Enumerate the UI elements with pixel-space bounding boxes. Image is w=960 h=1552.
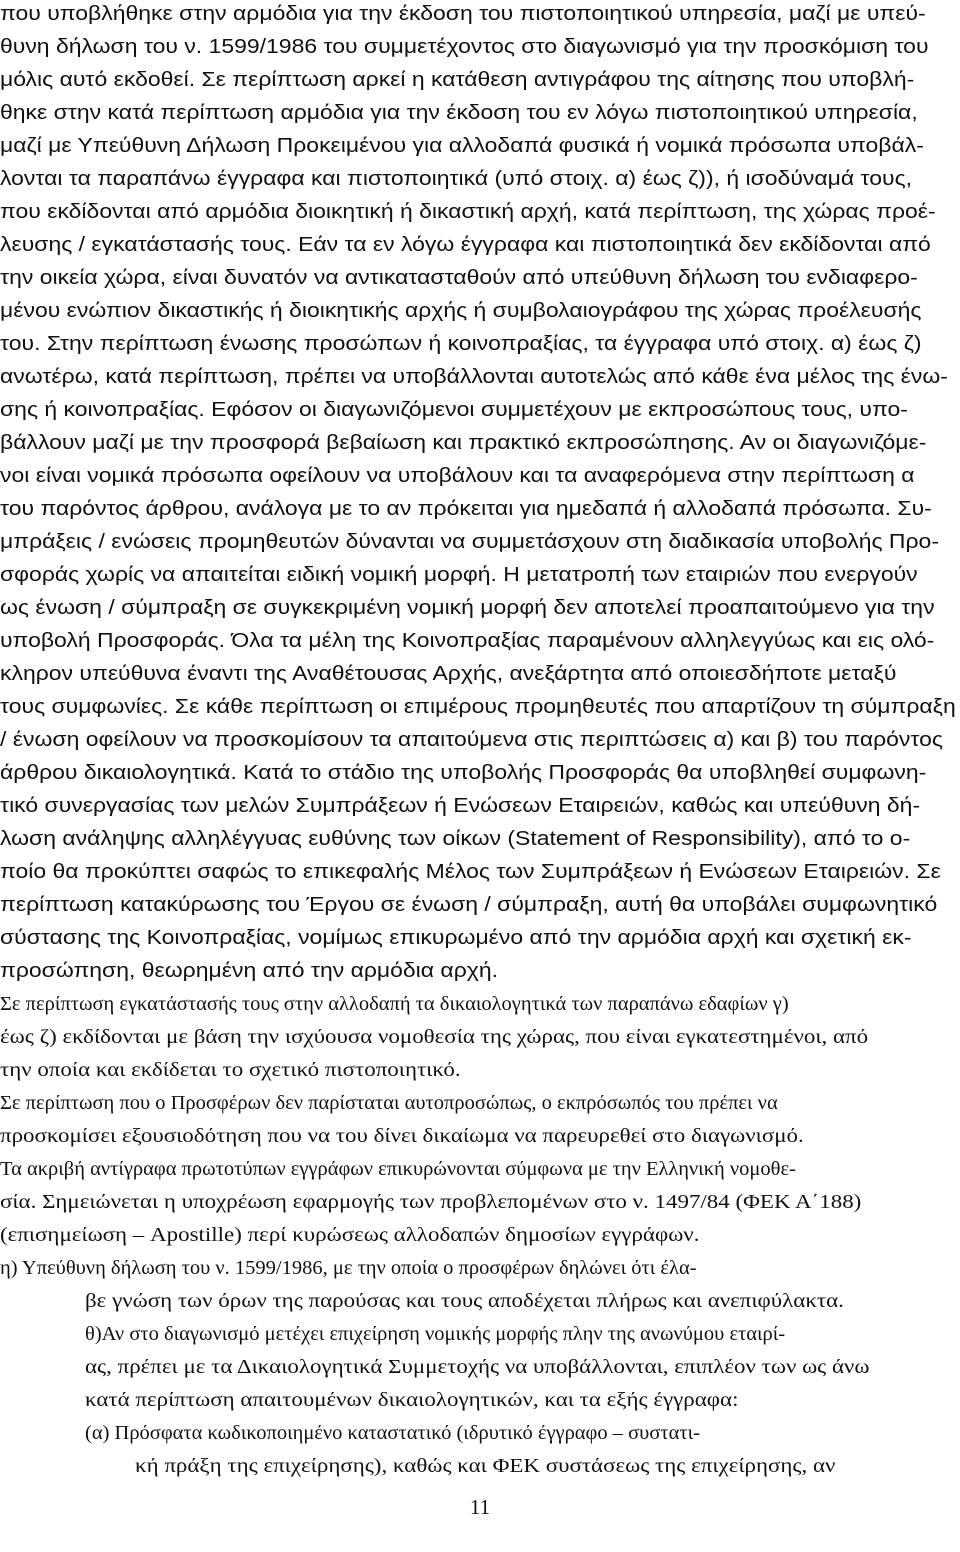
text-line [0, 526, 960, 558]
text-line [0, 1153, 960, 1185]
text-line [0, 1021, 960, 1053]
text-line-content: άρθρου δικαιολογητικά. Κατά το στάδιο της υποβολής Προσφοράς θα υποβληθεί συμφωνη- [0, 761, 927, 784]
text-line [0, 1120, 960, 1152]
text-line [0, 394, 960, 426]
text-line [0, 0, 960, 30]
text-line [0, 922, 960, 954]
text-line [0, 328, 960, 360]
text-line [0, 361, 960, 393]
text-line [0, 1252, 960, 1284]
text-line [0, 262, 960, 294]
text-line [0, 625, 960, 657]
text-line-content: ως ένωση / σύμπραξη σε συγκεκριμένη νομική μορφή δεν αποτελεί προαπαιτούμενο για την [0, 596, 935, 619]
text-line [0, 427, 960, 459]
text-line [0, 691, 960, 723]
text-line-content: θ)Αν στο διαγωνισμό μετέχει επιχείρηση νομικής μορφής πλην της ανωνύμου εταιρί- [85, 1323, 786, 1345]
text-line-content: σύστασης της Κοινοπραξίας, νομίμως επικυρωμένο από την αρμόδια αρχή και σχετική εκ- [0, 926, 912, 949]
text-line-content: κατά περίπτωση απαιτουμένων δικαιολογητικών, και τα εξής έγγραφα: [85, 1389, 739, 1411]
text-line-content: του. Στην περίπτωση ένωσης προσώπων ή κοινοπραξίας, τα έγγραφα υπό στοιχ. α) έως ζ) [0, 332, 922, 355]
text-line [0, 592, 960, 624]
text-line-content: Σε περίπτωση που ο Προσφέρων δεν παρίσταται αυτοπροσώπως, ο εκπρόσωπός του πρέπει να [0, 1092, 778, 1114]
text-line-content: ανωτέρω, κατά περίπτωση, πρέπει να υποβάλλονται αυτοτελώς από κάθε ένα μέλος της ένω- [0, 365, 948, 388]
text-line [0, 229, 960, 261]
text-line-content: βε γνώση των όρων της παρούσας και τους αποδέχεται πλήρως και ανεπιφύλακτα. [85, 1290, 844, 1312]
text-line-content: μένου ενώπιον δικαστικής ή διοικητικής αρχής ή συμβολαιογράφου της χώρας προέλευσής [0, 299, 922, 322]
text-line-content: τικό συνεργασίας των μελών Συμπράξεων ή Ενώσεων Εταιρειών, καθώς και υπεύθυνη δή- [0, 794, 921, 817]
text-line-content: μόλις αυτό εκδοθεί. Σε περίπτωση αρκεί η κατάθεση αντιγράφου της αίτησης που υποβλή- [0, 68, 915, 91]
text-line [0, 295, 960, 327]
text-line-content: τους συμφωνίες. Σε κάθε περίπτωση οι επιμέρους προμηθευτές που απαρτίζουν τη σύμπραξη [0, 695, 956, 718]
text-line [85, 1384, 960, 1416]
text-line [85, 1318, 960, 1350]
text-line-content: του παρόντος άρθρου, ανάλογα με το αν πρόκειται για ημεδαπά ή αλλοδαπά πρόσωπα. Συ- [0, 497, 932, 520]
text-line [0, 64, 960, 96]
text-line [0, 823, 960, 855]
text-line-content: περίπτωση κατακύρωσης του Έργου σε ένωση / σύμπραξη, αυτή θα υποβάλει συμφωνητικό [0, 893, 938, 916]
text-line [0, 856, 960, 888]
text-line [0, 988, 960, 1020]
text-line-content: κή πράξη της επιχείρησης), καθώς και ΦΕΚ συστάσεως της επιχείρησης, αν [135, 1455, 836, 1477]
text-line-content: υποβολή Προσφοράς. Όλα τα μέλη της Κοινοπραξίας παραμένουν αλληλεγγύως και εις ολό- [0, 629, 935, 652]
text-line-content: σία. Σημειώνεται η υποχρέωση εφαρμογής των προβλεπομένων στο ν. 1497/84 (ΦΕΚ Α΄188) [0, 1191, 862, 1213]
text-line-content: λονται τα παραπάνω έγγραφα και πιστοποιητικά (υπό στοιχ. α) έως ζ)), ή ισοδύναμά τους, [0, 167, 913, 190]
text-line-content: θυνη δήλωση του ν. 1599/1986 του συμμετέχοντος στο διαγωνισμό για την προσκόμιση του [0, 35, 929, 58]
text-line [0, 757, 960, 789]
text-line [0, 1054, 960, 1086]
text-line [0, 460, 960, 492]
text-line [0, 658, 960, 690]
text-line [0, 1186, 960, 1218]
text-line [0, 130, 960, 162]
text-line-content: λωση ανάληψης αλληλέγγυας ευθύνης των οίκων (Statement of Responsibility), από το ο- [0, 827, 911, 850]
text-line-content: σφοράς χωρίς να απαιτείται ειδική νομική μορφή. Η μετατροπή των εταιριών που ενεργούν [0, 563, 918, 586]
text-line-content: ποίο θα προκύπτει σαφώς το επικεφαλής Μέλος των Συμπράξεων ή Ενώσεων Εταιρειών. Σε [0, 860, 941, 883]
text-line-content: προσώπηση, θεωρημένη από την αρμόδια αρχή. [0, 959, 498, 982]
text-line-content: λευσης / εγκατάστασής τους. Εάν τα εν λόγω έγγραφα και πιστοποιητικά δεν εκδίδονται από [0, 233, 931, 256]
text-line [0, 889, 960, 921]
text-line [0, 724, 960, 756]
text-line-content: την οικεία χώρα, είναι δυνατόν να αντικατασταθούν από υπεύθυνη δήλωση του ενδιαφερο- [0, 266, 918, 289]
text-line [0, 790, 960, 822]
text-line-content: ας, πρέπει με τα Δικαιολογητικά Συμμετοχής να υποβάλλονται, επιπλέον των ως άνω [85, 1356, 870, 1378]
text-line [0, 955, 960, 987]
text-line [0, 493, 960, 525]
text-line-content: μπράξεις / ενώσεις προμηθευτών δύνανται να συμμετάσχουν στη διαδικασία υποβολής Προ- [0, 530, 939, 553]
text-line [85, 1351, 960, 1383]
text-line-content: προσκομίσει εξουσιοδότηση που να του δίνει δικαίωμα να παρευρεθεί στο διαγωνισμό. [0, 1125, 804, 1147]
text-line [0, 31, 960, 63]
text-line-content: κληρον υπεύθυνα έναντι της Αναθέτουσας Αρχής, ανεξάρτητα από οποιεσδήποτε μεταξύ [0, 662, 897, 685]
text-line-content: Σε περίπτωση εγκατάστασής τους στην αλλοδαπή τα δικαιολογητικά των παραπάνω εδαφίων γ) [0, 993, 789, 1015]
text-line-content: η) Υπεύθυνη δήλωση του ν. 1599/1986, με την οποία ο προσφέρων δηλώνει ότι έλα- [0, 1257, 697, 1279]
text-line-content: βάλλουν μαζί με την προσφορά βεβαίωση και πρακτικό εκπροσώπησης. Αν οι διαγωνιζόμε- [0, 431, 927, 454]
text-line-content: την οποία και εκδίδεται το σχετικό πιστοποιητικό. [0, 1059, 461, 1081]
text-line [0, 97, 960, 129]
text-line-content: σης ή κοινοπραξίας. Εφόσον οι διαγωνιζόμενοι συμμετέχουν με εκπροσώπους τους, υπο- [0, 398, 908, 421]
text-line [85, 1285, 960, 1317]
text-line-content: Τα ακριβή αντίγραφα πρωτοτύπων εγγράφων επικυρώνονται σύμφωνα με την Ελληνική νομοθε- [0, 1158, 796, 1180]
text-line [0, 163, 960, 195]
text-line [0, 1087, 960, 1119]
text-line-content: (επισημείωση – Apostille) περί κυρώσεως αλλοδαπών δημοσίων εγγράφων. [0, 1224, 700, 1246]
text-line [85, 1417, 960, 1449]
text-line-content: θηκε στην κατά περίπτωση αρμόδια για την έκδοση του εν λόγω πιστοποιητικού υπηρεσία, [0, 101, 918, 124]
text-line-content: (α) Πρόσφατα κωδικοποιημένο καταστατικό (ιδρυτικό έγγραφο – συστατι- [85, 1422, 700, 1444]
text-line [0, 1219, 960, 1251]
text-line [0, 559, 960, 591]
text-line-content: που εκδίδονται από αρμόδια διοικητική ή δικαστική αρχή, κατά περίπτωση, της χώρας προέ- [0, 200, 936, 223]
text-line-content: μαζί με Υπεύθυνη Δήλωση Προκειμένου για αλλοδαπά φυσικά ή νομικά πρόσωπα υποβάλ- [0, 134, 924, 157]
text-line [0, 196, 960, 228]
text-line-content: έως ζ) εκδίδονται με βάση την ισχύουσα νομοθεσία της χώρας, που είναι εγκατεστημένοι, από [0, 1026, 869, 1048]
text-line-content: νοι είναι νομικά πρόσωπα οφείλουν να υποβάλουν και τα αναφερόμενα στην περίπτωση α [0, 464, 915, 487]
text-line [135, 1450, 960, 1482]
text-line-content: που υποβλήθηκε στην αρμόδια για την έκδοση του πιστοποιητικού υπηρεσία, μαζί με υπεύ- [0, 2, 926, 25]
text-line-content: / ένωση οφείλουν να προσκομίσουν τα απαιτούμενα στις περιπτώσεις α) και β) του παρόντος [0, 728, 943, 751]
page-number: 11 [469, 1495, 491, 1519]
